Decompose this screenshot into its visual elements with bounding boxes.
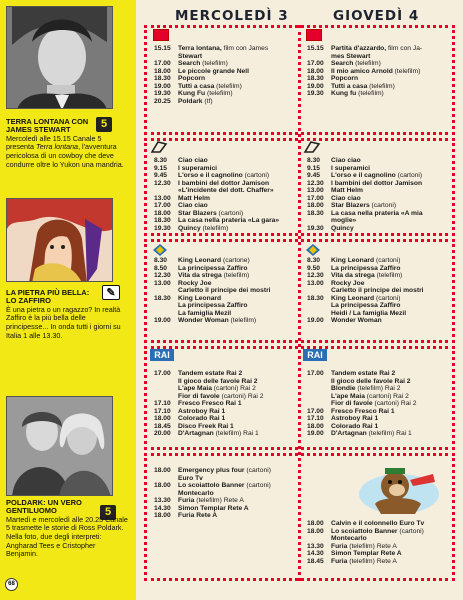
program-title: Il gioco delle favole Rai 2	[178, 377, 258, 385]
program-row	[307, 535, 453, 543]
program-title: I superamici	[178, 164, 218, 172]
program-row	[307, 53, 453, 61]
program-title: Astroboy Rai 1	[178, 407, 226, 415]
program-time: 13.00	[307, 187, 324, 194]
program-title: Colorado Rai 1	[178, 415, 226, 422]
program-row	[307, 45, 453, 53]
caption-title: POLDARK: UN VERO GENTILUOMO	[6, 498, 82, 516]
caption-title: LA PIETRA PIÙ BELLA: LO ZAFFIRO	[6, 288, 90, 306]
program-title: Furia Rete A	[178, 512, 218, 519]
program-title: Carletto il principe dei mostri	[331, 287, 424, 294]
program-title: Fresco Fresco Rai 1	[331, 407, 395, 415]
program-row	[307, 187, 453, 195]
program-row	[154, 75, 296, 83]
program-time: 18.00	[154, 482, 171, 489]
program-row	[307, 393, 453, 401]
program-time: 14.30	[307, 550, 324, 557]
program-time: 18.00	[307, 422, 324, 430]
program-title: La famiglia Mezil	[178, 309, 232, 317]
left-sidebar	[0, 0, 136, 600]
program-time: 18.00	[154, 512, 171, 519]
program-title: Ciao ciao	[178, 157, 208, 164]
program-title: Ciao ciao	[331, 194, 361, 202]
program-row	[307, 272, 453, 280]
program-time: 20.00	[154, 430, 171, 437]
program-title: mes Stewart	[331, 52, 371, 60]
program-title: Rocky Joe	[331, 279, 365, 287]
program-row	[154, 497, 296, 505]
program-row	[154, 505, 296, 513]
program-row	[307, 68, 453, 76]
program-row	[307, 257, 453, 265]
program-title: Furia (telefilm) Rete A	[331, 542, 397, 550]
program-title: Ciao ciao	[178, 202, 208, 209]
caption-zaffiro: LA PIETRA PIÙ BELLA: LO ZAFFIRO È una pietra o un ragazzo? In realtà Zaffiro è la più bella delle principesse... In onda tutti i giorni su Italia 1 alle 13.30.	[6, 288, 121, 340]
program-row	[154, 60, 296, 68]
program-row	[307, 370, 453, 378]
program-time: 18.00	[307, 527, 324, 535]
program-row	[154, 378, 296, 386]
program-time: 17.00	[307, 407, 324, 415]
program-row	[154, 415, 296, 423]
program-time: 13.00	[154, 194, 171, 202]
program-time: 9.45	[154, 172, 168, 179]
program-time: 15.15	[154, 45, 171, 52]
program-title: King Leonard (cartoni)	[331, 257, 401, 264]
program-time: 18.30	[154, 294, 171, 302]
program-title: Montecarlo	[178, 489, 214, 497]
program-time: 9.50	[307, 264, 321, 272]
program-row	[154, 157, 296, 165]
program-time: 9.15	[307, 164, 321, 172]
program-row	[154, 310, 296, 318]
program-time: 17.00	[154, 60, 171, 67]
program-row	[307, 558, 453, 566]
schedule-wed-italia1	[154, 157, 296, 232]
program-row	[307, 287, 453, 295]
program-title: Fior di favole (cartoni) Rai 2	[331, 400, 417, 407]
program-time: 15.15	[307, 45, 324, 52]
program-row	[307, 378, 453, 386]
program-title: Fresco Fresco Rai 1	[178, 400, 242, 407]
program-time: 19.30	[307, 90, 324, 97]
program-title: Popcorn	[178, 75, 206, 82]
program-row	[154, 475, 296, 483]
program-row	[307, 225, 453, 233]
program-title: Stewart	[178, 52, 203, 60]
program-row	[154, 490, 296, 498]
program-time: 8.30	[154, 257, 168, 264]
day-header-wednesday: MERCOLEDÌ 3	[175, 8, 289, 24]
program-row	[307, 408, 453, 416]
program-title: Popcorn	[331, 75, 359, 82]
canale5-network-icon	[306, 29, 322, 41]
program-row	[307, 90, 453, 98]
program-time: 19.00	[307, 430, 324, 437]
program-row	[154, 317, 296, 325]
program-title: Quincy	[331, 224, 354, 232]
schedule-thu-rai	[307, 370, 453, 438]
program-row	[307, 172, 453, 180]
program-row	[154, 195, 296, 203]
program-row	[154, 53, 296, 61]
program-row	[154, 423, 296, 431]
rai-logo: RAI	[303, 349, 327, 361]
program-row	[154, 295, 296, 303]
program-title: Lo scoiattolo Banner (cartoni)	[331, 527, 424, 535]
program-row	[154, 165, 296, 173]
program-time: 18.00	[307, 67, 324, 75]
program-title: Le piccole grande Nell	[178, 67, 249, 75]
program-title: King Leonard	[178, 294, 222, 302]
program-title: Furia (telefilm) Rete A	[331, 557, 397, 565]
program-title: Il mio amico Arnold (telefilm)	[331, 67, 421, 75]
program-title: Search (telefilm)	[331, 60, 381, 67]
program-title: Quincy (telefilm)	[178, 224, 229, 232]
program-row	[154, 370, 296, 378]
program-row	[307, 60, 453, 68]
program-row	[307, 310, 453, 318]
program-time: 13.00	[154, 279, 171, 287]
program-title: King Leonard (cartoni)	[331, 294, 401, 302]
program-title: L'orso e il cagnolino (cartoni)	[331, 172, 423, 179]
program-title: D'Artagnan (telefilm) Rai 1	[331, 430, 412, 437]
page-number: 68	[5, 578, 18, 591]
program-time: 18.30	[307, 209, 324, 217]
program-title: Rocky Joe	[178, 279, 212, 287]
program-row	[307, 520, 453, 528]
column-divider	[298, 25, 301, 581]
program-time: 19.30	[154, 224, 171, 232]
program-row	[154, 202, 296, 210]
program-row	[154, 98, 296, 106]
program-title: Wonder Woman (telefilm)	[178, 317, 257, 324]
canale5-logo: 5	[100, 505, 116, 520]
program-title: Il gioco delle favole Rai 2	[331, 377, 411, 385]
program-time: 19.30	[154, 90, 171, 97]
program-row	[154, 400, 296, 408]
program-title: Simon Templar Rete A	[178, 504, 249, 512]
program-time: 19.00	[307, 82, 324, 90]
program-row	[154, 210, 296, 218]
program-row	[307, 317, 453, 325]
program-title: moglie»	[331, 217, 357, 224]
program-row	[307, 165, 453, 173]
program-time: 17.10	[307, 415, 324, 422]
program-title: L'orso e il cagnolino (cartoni)	[178, 172, 270, 179]
photo-james-stewart	[6, 6, 113, 109]
yogi-bear-illustration	[355, 460, 443, 516]
program-row	[307, 415, 453, 423]
program-time: 18.00	[154, 209, 171, 217]
program-title: Ciao ciao	[331, 157, 361, 164]
program-time: 18.45	[154, 422, 171, 430]
program-row	[154, 287, 296, 295]
program-title: Astroboy Rai 1	[331, 415, 379, 422]
program-time: 18.30	[307, 75, 324, 82]
photo-zaffiro-cartoon	[6, 198, 113, 282]
program-time: 13.30	[307, 542, 324, 550]
program-time: 19.00	[154, 82, 171, 90]
program-title: Search (telefilm)	[178, 60, 228, 67]
program-title: Tandem estate Rai 2	[331, 370, 396, 377]
program-time: 17.00	[154, 202, 171, 209]
program-row	[154, 280, 296, 288]
program-title: L'ape Maia (cartoni) Rai 2	[178, 385, 256, 392]
program-title: King Leonard (cartone)	[178, 257, 250, 264]
program-title: D'Artagnan (telefilm) Rai 1	[178, 430, 259, 437]
schedule-thu-altre	[307, 520, 453, 565]
rai-logo: RAI	[150, 349, 174, 361]
program-row	[154, 393, 296, 401]
program-title: Simon Templar Rete A	[331, 550, 402, 557]
italia1-network-icon	[303, 140, 321, 154]
program-row	[154, 408, 296, 416]
program-title: «L'incidente del dott. Chaffer»	[178, 187, 274, 194]
photo-poldark	[6, 396, 113, 496]
program-row	[154, 302, 296, 310]
program-title: Poldark (tf)	[178, 97, 213, 105]
program-row	[307, 543, 453, 551]
program-title: La principessa Zaffiro	[178, 302, 248, 309]
program-row	[307, 265, 453, 273]
caption-terra-lontana: TERRA LONTANA CON JAMES STEWART Mercoledì alle 15.15 Canale 5 presenta Terra lontana, l'avventura pericolosa di un cowboy che deve condurre oltre lo Yukon una mandria.	[6, 117, 124, 169]
program-title: L'ape Maia (cartoni) Rai 2	[331, 392, 409, 400]
program-title: Vita da strega (telefilm)	[178, 272, 250, 279]
program-row	[154, 482, 296, 490]
program-row	[154, 225, 296, 233]
program-title: I superamici	[331, 164, 371, 172]
program-title: Colorado Rai 1	[331, 422, 379, 430]
program-title: Lo scoiattolo Banner (cartoni)	[178, 482, 271, 489]
program-row	[307, 423, 453, 431]
program-title: Emergency plus four (cartoni)	[178, 467, 271, 474]
program-row	[154, 385, 296, 393]
program-row	[307, 83, 453, 91]
program-row	[307, 180, 453, 188]
program-time: 17.00	[307, 194, 324, 202]
program-time: 18.00	[154, 415, 171, 422]
program-time: 9.15	[154, 164, 168, 172]
program-row	[154, 512, 296, 520]
schedule-thu-canale5	[307, 45, 453, 98]
program-row	[307, 75, 453, 83]
program-title: Star Blazers (cartoni)	[331, 202, 397, 209]
day-header-thursday: GIOVEDÌ 4	[333, 8, 420, 24]
program-row	[307, 157, 453, 165]
program-row	[307, 430, 453, 438]
program-time: 17.00	[307, 60, 324, 67]
program-title: Heidi / La famiglia Mezil	[331, 309, 407, 317]
program-title: Tutti a casa (telefilm)	[331, 82, 395, 90]
program-title: La principessa Zaffiro	[331, 302, 401, 309]
schedule-thu-italia1	[307, 157, 453, 232]
program-row	[154, 83, 296, 91]
program-title: Euro Tv	[178, 474, 203, 482]
program-title: Montecarlo	[331, 535, 367, 542]
canale5-logo: 5	[96, 117, 112, 132]
program-time: 17.00	[154, 370, 171, 377]
program-row	[307, 202, 453, 210]
program-time: 12.30	[307, 179, 324, 187]
program-time: 13.00	[307, 279, 324, 287]
program-title: Matt Helm	[178, 194, 210, 202]
program-row	[154, 172, 296, 180]
schedule-wed-canale5	[154, 45, 296, 105]
program-time: 12.30	[154, 179, 171, 187]
program-time: 19.00	[154, 317, 171, 324]
program-title: Disco Freek Rai 1	[178, 422, 234, 430]
program-title: Carletto il principe dei mostri	[178, 287, 271, 294]
program-title: I bambini del dottor Jamison	[178, 179, 270, 187]
program-row	[307, 195, 453, 203]
program-time: 18.30	[307, 294, 324, 302]
program-time: 18.00	[154, 67, 171, 75]
caption-poldark: POLDARK: UN VERO GENTILUOMO Martedì e mercoledì alle 20.25 Canale 5 trasmette le storie di Ross Poldark. Nella foto, due degli interpreti: Angharad Tees e Cristopher Benjamin.	[6, 498, 128, 559]
program-title: La casa nella prateria «A mia	[331, 209, 423, 217]
retequattro-network-icon	[151, 243, 169, 257]
program-title: I bambini del dottor Jamison	[331, 179, 423, 187]
program-row	[154, 45, 296, 53]
program-title: Vita da strega (telefilm)	[331, 272, 403, 279]
program-time: 18.30	[154, 75, 171, 82]
program-title: Matt Helm	[331, 187, 363, 194]
program-time: 18.00	[307, 520, 324, 527]
program-row	[307, 302, 453, 310]
canale5-network-icon	[153, 29, 169, 41]
program-time: 8.30	[154, 157, 168, 164]
program-title: Kung Fu (telefilm)	[178, 90, 233, 97]
program-time: 17.00	[307, 370, 324, 377]
program-time: 12.30	[307, 272, 324, 279]
program-title: La principessa Zaffiro	[331, 264, 401, 272]
program-time: 18.00	[154, 467, 171, 474]
program-title: Terra lontana, film con James	[178, 45, 269, 52]
program-time: 8.30	[307, 157, 321, 164]
program-time: 12.30	[154, 272, 171, 279]
program-time: 19.00	[307, 317, 324, 324]
program-time: 20.25	[154, 97, 171, 105]
program-row	[154, 430, 296, 438]
program-time: 13.30	[154, 497, 171, 504]
program-row	[307, 550, 453, 558]
program-time: 18.30	[154, 217, 171, 224]
program-time: 17.10	[154, 407, 171, 415]
program-title: Tutti a casa (telefilm)	[178, 82, 242, 90]
program-title: Partita d'azzardo, film con Ja-	[331, 45, 423, 52]
program-row	[154, 187, 296, 195]
program-row	[154, 467, 296, 475]
program-title: Kung fu (telefilm)	[331, 90, 384, 97]
retequattro-network-icon	[304, 243, 322, 257]
program-row	[154, 257, 296, 265]
italia1-network-icon	[150, 140, 168, 154]
program-row	[307, 528, 453, 536]
schedule-wed-retequattro	[154, 257, 296, 325]
program-title: Blondie (telefilm) Rai 2	[331, 385, 401, 392]
program-row	[154, 272, 296, 280]
program-title: Wonder Woman	[331, 317, 382, 324]
schedule-wed-altre	[154, 467, 296, 520]
schedule-wed-rai	[154, 370, 296, 438]
program-row	[307, 217, 453, 225]
program-title: Furia (telefilm) Rete A	[178, 497, 244, 504]
program-row	[154, 217, 296, 225]
italia1-logo: ✎	[102, 285, 120, 300]
program-time: 19.30	[307, 224, 324, 232]
program-time: 8.50	[154, 264, 168, 272]
program-row	[154, 180, 296, 188]
program-time: 18.45	[307, 557, 324, 565]
program-title: Fior di favole (cartoni) Rai 2	[178, 392, 264, 400]
program-row	[154, 68, 296, 76]
program-row	[307, 400, 453, 408]
program-time: 18.00	[307, 202, 324, 209]
program-row	[307, 385, 453, 393]
program-title: La principessa Zaffiro	[178, 264, 248, 272]
schedule-thu-retequattro	[307, 257, 453, 325]
program-time: 17.10	[154, 400, 171, 407]
program-title: Calvin e il colonnello Euro Tv	[331, 520, 425, 527]
program-title: La casa nella prateria «La gara»	[178, 217, 280, 224]
program-row	[154, 90, 296, 98]
program-title: Tandem estate Rai 2	[178, 370, 243, 377]
program-row	[307, 210, 453, 218]
caption-title: TERRA LONTANA CON JAMES STEWART	[6, 117, 89, 135]
program-time: 14.30	[154, 504, 171, 512]
program-row	[307, 295, 453, 303]
program-time: 8.30	[307, 257, 321, 264]
program-row	[154, 265, 296, 273]
program-time: 9.45	[307, 172, 321, 179]
program-title: Star Blazers (cartoni)	[178, 209, 244, 217]
program-row	[307, 280, 453, 288]
